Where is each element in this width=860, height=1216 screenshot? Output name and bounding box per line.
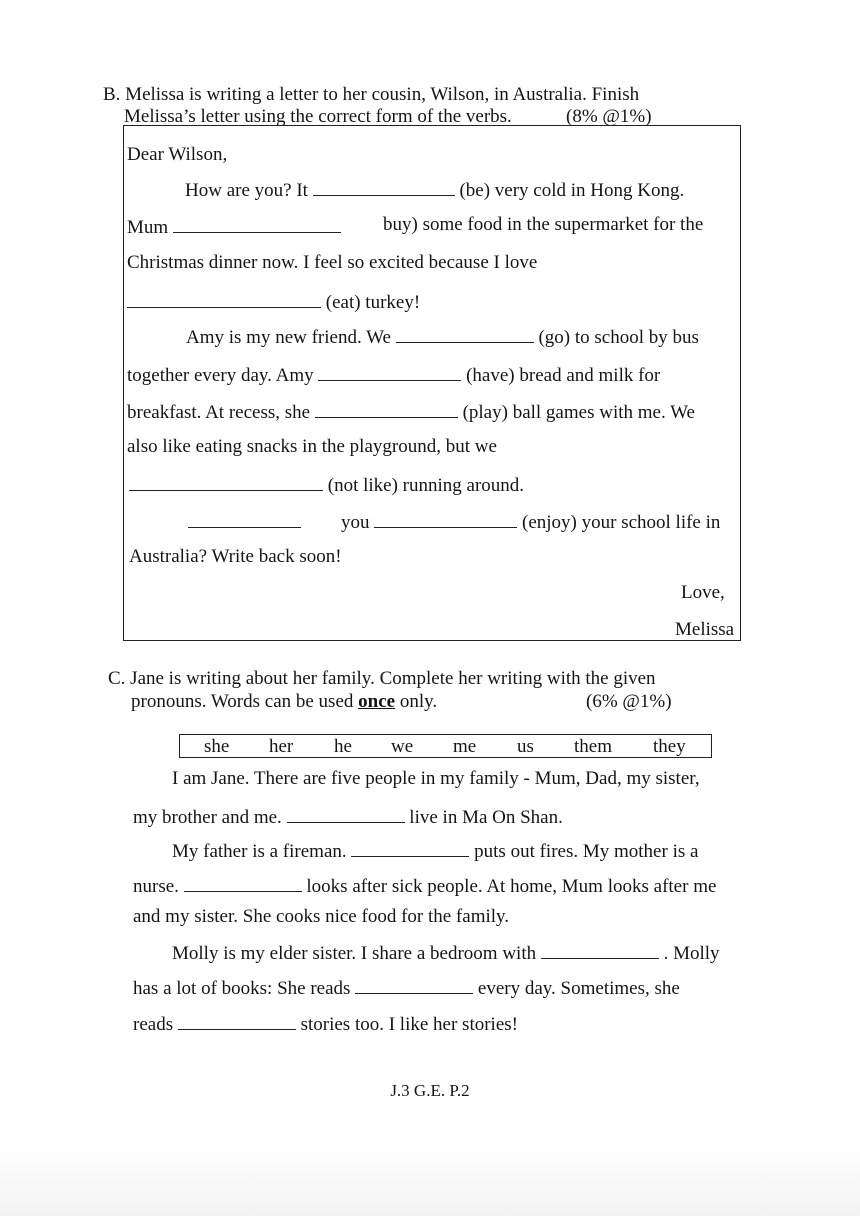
blank-5[interactable] — [318, 362, 461, 381]
word-bank-item: them — [574, 736, 612, 757]
word-bank-item: us — [517, 736, 534, 757]
word-bank-item: he — [334, 736, 352, 757]
letter-line-3: Christmas dinner now. I feel so excited because I love — [127, 252, 538, 273]
letter-line-10b: you (enjoy) your school life in — [341, 509, 720, 534]
writing-line-8: reads stories too. I like her stories! — [133, 1011, 518, 1036]
letter-line-2a: Mum — [127, 214, 341, 239]
word-bank-item: she — [204, 736, 230, 757]
letter-line-11: Australia? Write back soon! — [129, 546, 342, 567]
writing-line-7: has a lot of books: She reads every day. Sometimes, she — [133, 975, 680, 1000]
word-bank-item: her — [269, 736, 294, 757]
blank-6[interactable] — [315, 399, 458, 418]
letter-salutation: Dear Wilson, — [127, 144, 228, 165]
blank-8a[interactable] — [188, 509, 301, 528]
writing-line-1: I am Jane. There are five people in my family - Mum, Dad, my sister, — [172, 768, 700, 789]
pronoun-blank-1[interactable] — [287, 804, 405, 823]
pronoun-blank-6[interactable] — [178, 1011, 296, 1030]
blank-2[interactable] — [173, 214, 341, 233]
blank-3[interactable] — [127, 289, 321, 308]
pronoun-blank-4[interactable] — [541, 940, 659, 959]
letter-line-8: also like eating snacks in the playground, but we — [127, 436, 497, 457]
letter-line-2b: buy) some food in the supermarket for the — [383, 214, 704, 235]
letter-closing: Love, — [681, 582, 725, 603]
word-bank-box — [179, 734, 712, 758]
writing-line-3: My father is a fireman. puts out fires. My mother is a — [172, 838, 698, 863]
pronoun-blank-5[interactable] — [355, 975, 473, 994]
letter-line-5: Amy is my new friend. We (go) to school by bus — [186, 324, 699, 349]
writing-line-4: nurse. looks after sick people. At home, Mum looks after me — [133, 873, 716, 898]
writing-line-2: my brother and me. live in Ma On Shan. — [133, 804, 563, 829]
blank-4[interactable] — [396, 324, 534, 343]
blank-8b[interactable] — [374, 509, 517, 528]
section-b-marks: (8% @1%) — [566, 106, 652, 127]
once-emphasis: once — [358, 691, 396, 712]
letter-line-7: breakfast. At recess, she (play) ball games with me. We — [127, 399, 695, 424]
word-bank-item: they — [653, 736, 686, 757]
writing-line-5: and my sister. She cooks nice food for the family. — [133, 906, 510, 927]
section-b-title-line2: Melissa’s letter using the correct form of the verbs. — [124, 106, 512, 127]
blank-7[interactable] — [129, 472, 323, 491]
blank-1[interactable] — [313, 177, 455, 196]
section-c-marks: (6% @1%) — [586, 691, 672, 712]
section-c-title-line2: pronouns. Words can be used once only. — [131, 691, 438, 712]
letter-line-1: How are you? It (be) very cold in Hong Kong. — [185, 177, 684, 202]
page-footer: J.3 G.E. P.2 — [390, 1081, 470, 1100]
word-bank-item: me — [453, 736, 477, 757]
word-bank-item: we — [391, 736, 414, 757]
letter-line-4: (eat) turkey! — [127, 289, 420, 314]
section-b-title-line1: B. Melissa is writing a letter to her cousin, Wilson, in Australia. Finish — [103, 84, 640, 105]
writing-line-6: Molly is my elder sister. I share a bedroom with . Molly — [172, 940, 720, 965]
letter-line-6: together every day. Amy (have) bread and milk for — [127, 362, 660, 387]
letter-line-10a — [188, 509, 301, 534]
letter-line-9: (not like) running around. — [129, 472, 524, 497]
pronoun-blank-3[interactable] — [184, 873, 302, 892]
section-c-title-line1: C. Jane is writing about her family. Complete her writing with the given — [108, 668, 656, 689]
pronoun-blank-2[interactable] — [351, 838, 469, 857]
letter-signature: Melissa — [675, 619, 735, 640]
